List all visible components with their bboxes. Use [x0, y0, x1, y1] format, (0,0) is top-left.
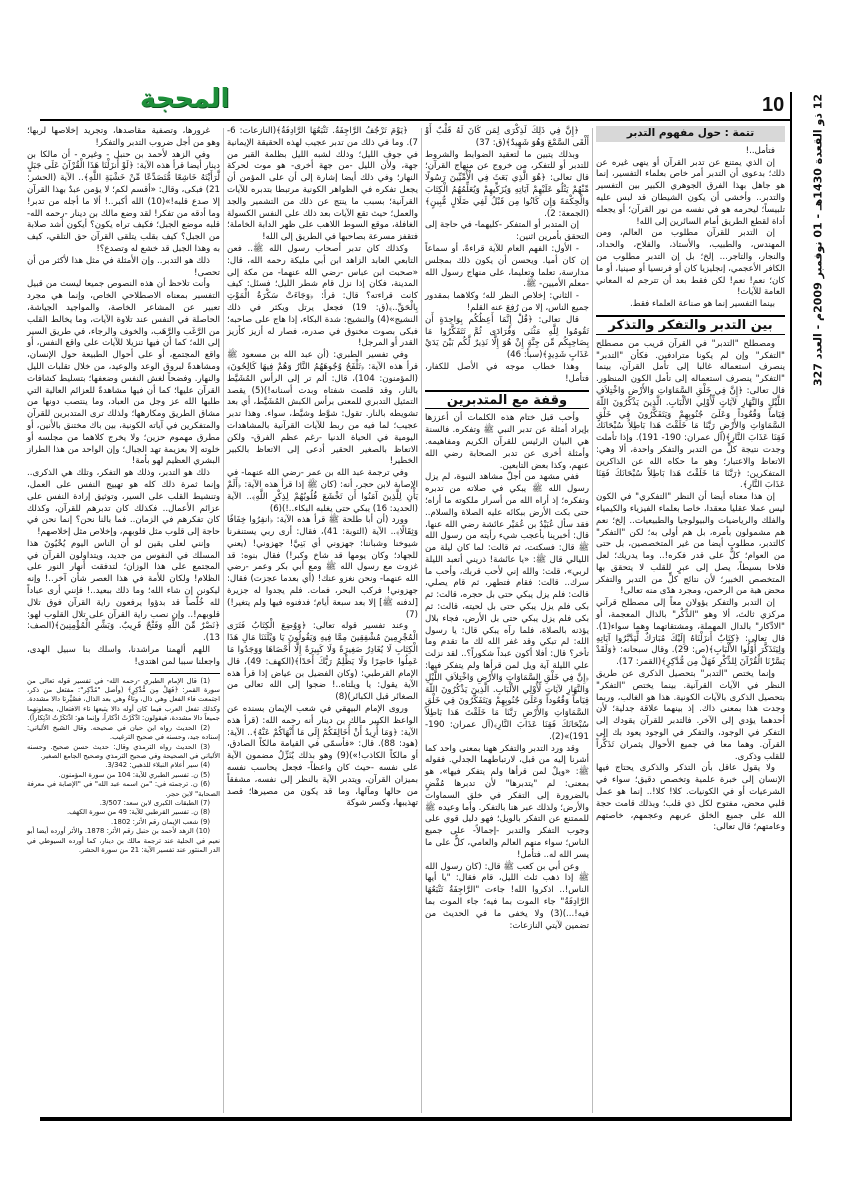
paragraph: - الثاني: إخلاص النظر لله؛ وكلاهما بمقدور جميع الناس، إلا من رُفِعَ عنه القلم! — [425, 291, 589, 313]
issue-date-text: 12 ذو القعدة 1430هـ - 01 نوفمبر 2009م - العدد 327 — [811, 93, 825, 387]
paragraph: وبذلك يتبين ما لتعقيد الضوابط والشروط للتدبر أو للتفكر، من خروج عن منهاج القرآن؛ قال تعالى: ﴿هُوَ الَّذِي بَعَثَ فِي الْأُمِّيِّينَ رَسُولًا مِّنْهُمْ يَتْلُو عَلَيْهِمْ آيَاتِهِ وَيُزَكِّيهِمْ وَيُعَلِّمُهُمُ الْكِتَابَ وَالْحِكْمَةَ وَإِن كَانُوا مِن قَبْلُ لَفِي ضَلَالٍ مُّبِينٍ﴾(الجمعة: 2). — [425, 149, 589, 219]
col2-paras-b — [425, 413, 589, 932]
footnote: (3) الحديث رواه الترمذي وقال: حديث حسن صحيح. وحسنه الألباني في الصحيحة وفي صحيح الترمذي وصحيح الجامع الصغير. — [27, 742, 220, 760]
column-divider — [592, 128, 593, 1113]
col2-paras-a — [425, 126, 589, 386]
column-divider — [421, 128, 422, 1113]
footnote: (5) ن. تفسير الطبري للآية: 104 من سورة المؤمنون. — [58, 770, 210, 779]
col1-paras-b — [596, 339, 785, 834]
paragraph: ﴿إِنَّ فِي ذَلِكَ لَذِكْرَى لِمَن كَانَ لَهُ قَلْبٌ أَوْ أَلْقَى السَّمْعَ وَهُوَ شَهِيدٌ﴾(ق: 37) — [425, 126, 589, 148]
column-3 — [227, 126, 418, 810]
paragraph: وفي تفسير الطبري: (أن عبد الله بن مسعود ﷺ قرأ هذه الآية: ﴿تَلْفَحُ وُجُوهَهُمُ النَّارُ وَهُمْ فِيهَا كَالِحُونَ﴾(المؤمنون: 104)، قال: ألم تر إلى الرأس المُشَيَّط بالنار، وقد قلصت شفتاه وبدت أسنانه!)(5) يقصد التمثيل التدبري للمعنى برأس الكبش المُشَيَّط، أي بعد تشويطه بالنار. تقول: شوَّط وشيَّط، سواء. وهذا تدبر عجيب؛ لما فيه من ربط للآيات القرآنية بالمشاهدات اليومية في الحياة الدنيا -رغم عظم الفرق- ولكن الاتعاظ بالصغير الحقير أدعى إلى الاتعاظ بالكبير الخطير! — [227, 350, 419, 467]
paragraph: وفي الزهد لأحمد بن حنبل - وغيره - أن مالكا بن دينار أيضا قرأ هذه الآية: ﴿لَوْ أَنزَلْنَا هَذَا الْقُرْآنَ عَلَى جَبَلٍ لَّرَأَيْتَهُ خَاشِعًا مُّتَصَدِّعًا مِّنْ خَشْيَةِ اللَّهِ﴾.. الآية (الحشر: 21) فبكى، وقال: «أقسم لكم؛ لا يؤمن عبدٌ بهذا القرآن إلا صدع قلبه!»(10) الله أكبر..! ألا ما أجله من تدبر! وما أدقه من تفكر! لقد وضع مالك بن دينار -رحمه الله- قلبه موضع الجبل؛ فكيف تراه يكون؟ أيكون أشد صلابة من الجبل؟ كيف بقلب يتلقى القرآن حق التلقي، كيف به وهذا الجبل قد خشع له وتصدع؟! — [27, 149, 220, 254]
paragraph: ذلك هو التدبر.. وإن الأمثلة في مثل هذا لأكثر من أن تحصى! — [27, 255, 220, 278]
section-heading-continuation: تتمة : حول مفهوم التدبر — [596, 126, 785, 142]
footnote: (9) شعب الإيمان رقم الأثر: 1802. — [111, 817, 210, 826]
footnote: (1) قال الإمام الطبري -رحمه الله- في تفسير قوله تعالى من سورة القمر: ﴿فَهَلْ مِن مُّدَّكِرٍ﴾ (وأصل "مُدَّكِر": مفتعل من ذكر، اجتمعت فاء الفعل وهي ذال، وتاءٌ وهي بعد الذال، فصُيِّرتا دالا مشددة. وكذلك تفعل العرب فيما كان أوله ذالا يتبعها تاء الافتعال، يجعلونهما جميعاً دالا مشددة، فيقولون: ادَّكَرْتُ ادِّكاراً، وإنما هو: اذْتَكَرْتُ اذْتِكاراً). — [27, 676, 220, 723]
paragraph: غرورها، وتصفية مقاصدها، وتجريد إخلاصها لربها؛ وهو من أجل ضروب التدبر والتفكر! — [27, 126, 220, 148]
paragraph: وقد ورد التدبر والتفكر ههنا بمعنى واحد كما أشرنا إليه من قبل، لارتباطهما الجدلي. فقوله ﷺ: «ويلٌ لمن قرأها ولم يتفكر فيها»، هو بمعنى: لم "يتدبرها" لأن تدبرها مُفْضٍ بالضرورة إلى التفكر في خلق السماوات والأرض؛ ولذلك عبر هنا بالتفكر. وأما وعيده ﷺ للممتنع عن التفكر بالويل؛ فهو دليل قوي على وجوب التفكر والتدبر -إجمالاً- على جميع الناس؛ سواء منهم العالم والعامي، كلٌّ على ما يسر الله له.. فتأمل! — [425, 743, 589, 860]
footnote: (8) ن. تفسير القرطبي للآية: 49 من سورة الكهف. — [66, 808, 210, 817]
paragraph: ولا يقول عاقل بأن التذكر والذكرى يحتاج فيها الإنسان إلى خبرة علمية وتخصص دقيق؛ سواء في الشرعيات أو في الكونيات. كلا! كلا!.. إنما هو عمل قلبي محض، مفتوح لكل ذي قلب؛ وبذلك قامت حجة الله على جميع الخلق عربهم وعجمهم، خاصتهم وعامتهم؛ قال تعالى: — [596, 763, 785, 833]
paragraph: وإنما يختص "التدبر" بتحصيل الذكرى عن طريق النظر في الآيات القرآنية. بينما يختص "التفكر" بتحصيل الذكرى بالآيات الكونية. هذا هو الغالب، وربما وجدت هذا بمعنى ذاك. إذ بينهما علاقة جدلية؛ لأن أحدهما يؤدي إلى الآخر. فالتدبر للقرآن يقودك إلى التفكر في الوجود، والتفكر في الوجود يعود بك إلى القرآن. وهما معا في جميع الأحوال يثمران تَذَكُّراً للقلب وذكرى. — [596, 669, 785, 762]
paragraph: وورد (أن أبا طلحة ﷺ قرأ هذه الآية: ﴿انفِرُوا خِفَافًا وَثِقَالًا﴾.. الآية (التوبة: 41)، فقال: أرى ربي يستنفرنا شيوخنا وشباننا: جهزوني أي بَنِيَّ! جهزوني! (يعني للجهاد؛ وكان يومها قد شاخ وكبر!) فقال بنوه: قد غزوت مع رسول الله ﷺ ومع أبي بكر وعمر -رضي الله عنهما- ونحن نغزو عنك! (أي بعدما عجزت) فقال: جهزوني! فركب البحر، فمات. فلم يجدوا له جزيرة [لدفنه ﷺ] إلا بعد سبعة أيام؛ فدفنوه فيها ولم يتغير!)(7) — [227, 515, 418, 620]
paragraph: فتأمل..! — [745, 145, 775, 156]
column-divider — [223, 128, 224, 1113]
paragraph: ففي مشهد من أجلّ مشاهد النبوة، لم يزل رسول الله ﷺ يبكي في صلاته من تدبره وتفكره؛ إذ أراه الله من أسرار ملكوته ما أراه؛ حتى بكت الأرض ببكائه عليه الصلاة والسلام.. فقد سأل عُبَيْدُ بن عُمَيْر عائشة رضي الله عنها، قال: أخبرينا بأعجب شيء رأيته من رسول الله ﷺ قال: فسكتت، ثم قالت: لما كان ليلة من الليالي قال ﷺ: «يا عائشة! ذريني أتعبد الليلة لربي»، قلت: والله إني لأحب قربك، وأحب ما سرك.. قالت: فقام فتطهر، ثم قام يصلي، قالت: فلم يزل يبكي حتى بل حجره، قالت: ثم بكى فلم يزل يبكي حتى بل لحيته، قالت: ثم بكى فلم يزل يبكي حتى بل الأرض، فجاء بلال يؤذنه بالصلاة، فلما رآه يبكي قال: يا رسول الله: لم تبكي وقد غفر الله لك ما تقدم وما تأخر؟ قال: أفلا أكون عبداً شكوراً؟.. لقد نزلت علي الليلة آية ويل لمن قرأها ولم يتفكر فيها: ﴿إِنَّ فِي خَلْقِ السَّمَاوَاتِ وَالأَرْضِ وَاخْتِلاَفِ اللَّيْلِ وَالنَّهَارِ لآيَاتٍ لِّأُوْلِي الألْبَابِ. الَّذِينَ يَذْكُرُونَ اللّهَ قِيَاماً وَقُعُوداً وَعَلَىَ جُنُوبِهِمْ وَيَتَفَكَّرُونَ فِي خَلْقِ السَّمَاوَاتِ وَالأَرْضِ رَبَّنَا مَا خَلَقْتَ هَذا بَاطِلاً سُبْحَانَكَ فَقِنَا عَذَابَ النَّارِ﴾(آل عمران: 190- 191)»(2). — [425, 472, 589, 742]
header-rule — [40, 119, 792, 121]
footer-rule — [40, 1117, 792, 1121]
paragraph: وهذا خطاب موجه في الأصل للكفار، فتأمل! — [425, 361, 589, 384]
paragraph: وإنني لعلى يقين لو أن الناس اليوم يُحْيُونَ هذا المسلك في النفوس من جديد، ويتداولون القرآن في المجتمع على هذا الوزان؛ لتدفقت أنهار النور على الظلام! ولكان للأمة في هذا العصر شأن آخر..! وإنه ليكونن إن شاء الله؛ وما ذلك ببعيد..! فإنني أرى عباداً لله خُلّصاً قد بدؤوا يرفعون راية القرآن فوق تلال قلوبهم!.. وإن نصب راية القرآن على تلال القلوب لهو: ﴿نَصْرٌ مِّنَ اللَّهِ وَفَتْحٌ قَرِيبٌ. وَبَشِّرِ الْمُؤْمِنِينَ﴾(الصف: 13). — [27, 538, 220, 644]
col4-paras — [27, 126, 220, 669]
footnote: (6) ن. ترجمته في: "من اسمه عبد الله" في "الإصابة في معرفة الصحابة" لابن حجر. — [27, 780, 220, 798]
paragraph: وعند تفسير قوله تعالى: ﴿وَوُضِعَ الْكِتَابُ فَتَرَى الْمُجْرِمِينَ مُشْفِقِينَ مِمَّا فِيهِ وَيَقُولُونَ يَا وَيْلَتَنَا مَالِ هَذَا الْكِتَابِ لَا يُغَادِرُ صَغِيرَةً وَلَا كَبِيرَةً إِلَّا أَحْصَاهَا وَوَجَدُوا مَا عَمِلُوا حَاضِرًا وَلَا يَظْلِمُ رَبُّكَ أَحَدًا﴾(الكهف: 49)، قال الإمام القرطبي: (وكان الفضيل بن عياض إذا قرأ هذه الآية يقول: يا ويلتاه..! ضجوا إلى الله تعالى من الصغائر قبل الكبائر)(8) — [227, 621, 418, 703]
paragraph: إن هذا معناه أيضا أن النظر "التفكري" في الكون ليس عملا عقليا معقدا، خاصا بعلماء الفيزياء والكيمياء والفلك والرياضيات والبيولوجيا والطبيعيات.. إلخ؛ نعم هم مشمولون بأمره، بل هم أولى به؛ لكن "التفكر" كالتدبر، مطلوب أيضا من غير المتخصصين، بل حتى من العوام؛ كلٌّ على قدر فكره!.. وما يدريك؛ لعل فلاحا بسيطاً، يصل إلى عبرٍ للقلب لا يتحقق بها المتخصص الخبير؛ لأن نتائج كلٍّ من التدبر والتفكر محض هبة من الرحمن، ومجرد هدًى منه تعالى! — [596, 492, 785, 597]
paragraph: وأنت تلاحظ أن هذه النصوص جميعا ليست من قبيل التفسير بمعناه الاصطلاحي الخاص، وإنما هي مجرد تعبير عن المشاعر الخاصة، والمواجيد الجياشة، الحاصلة في النفس عند تلاوة الآيات، وما يخالط القلب من الرَّغَب والرَّهَب، والخوف والرجاء، في طريق السير إلى الله؛ كما أن فيها تنزيلا للآيات على واقع النفس، أو واقع المجتمع، أو على أحوال الطبيعة حول الإنسان، ومشاهدةً لبروق الوعد والوعيد، من خلال تقلبات الليل والنهار. وفضحاً لغش النفس وضعفها؛ بتسليط كشافات القرآن عليها؛ كما أن فيها مشاهدةً للعزائم العالية التي طلبها الله عز وجل من العباد، وما ينتصب دونها من مشاق الطريق ومكارهها؛ ولذلك ترى المتدبرين للقرآن والمتفكرين في آياته الكونية، بين باك مختنق بالأنين، أو مطرق مهموم حزين؛ ولا يخرج كلاهما من مجلسه أو خلوته إلا بعزيمة تهد الجبال؛ وإن الواحد من هذا الطراز البشري العظيم لهو بأمة! — [27, 279, 220, 467]
issue-info — [806, 93, 830, 387]
paragraph: ومصطلح "التدبر" في القرآن قريب من مصطلح "التفكر" وإن لم يكونا مترادفين. فكأن "التدبر" ينصرف استعماله غالبا إلى تأمل القرآن، بينما "التفكر" ينصرف استعماله إلى تأمل الكون المنظور. قال تعالى: ﴿إِنَّ فِي خَلْقِ السَّمَاوَاتِ وَالأَرْضِ وَاخْتِلاَفِ اللَّيْلِ وَالنَّهَارِ لآيَاتٍ لِّأُوْلِي الألْبَابِ. الَّذِينَ يَذْكُرُونَ اللّهَ قِيَاماً وَقُعُوداً وَعَلَىَ جُنُوبِهِمْ وَيَتَفَكَّرُونَ فِي خَلْقِ السَّمَاوَاتِ وَالأَرْضِ رَبَّنَا مَا خَلَقْتَ هَذا بَاطِلاً سُبْحَانَكَ فَقِنَا عَذَابَ النَّارِ﴾(آل عمران: 190- 191). وإذا تأملت وجدت نتيجة كلٍّ من التدبر والتفكر واحدة، ألا وهي: الاتعاظ والاعتبار؛ وهو ما حكاه الله عن الذاكرين المتفكرين: ﴿رَبَّنَا مَا خَلَقْتَ هَذا بَاطِلاً سُبْحَانَكَ فَقِنَا عَذَابَ النَّارِ﴾. — [596, 338, 786, 491]
paragraph: إن الذي يمتنع عن تدبر القرآن أو ينهى غيره عن ذلك؛ بدعوى أن التدبر أمر خاص بعلماء التفسير، إنما هو جاهل بهذا الفرق الجوهري الكبير بين التفسير والتدبر.. وأخشى أن يكون الشيطان قد لبس عليه تلبيساً؛ ليحرمه هو في نفسه من نور القرآن؛ أو يجعله أداة لقطع الطريق أمام السائرين إلى الله! — [596, 157, 785, 227]
col1-paras-a — [596, 146, 785, 311]
footnote: (7) الطبقات الكبرى لابن سعد: 3/507. — [99, 798, 210, 807]
footnote: (10) الزهد لأحمد بن حنبل رقم الأثر: 1878. والأثر أورده أيضا أبو نعيم في الحلية عند ترجمة مالك بن دينار، كما أورده السيوطي في الدر المنثور عند تفسير الآية: 21 من سورة الحشر. — [27, 827, 220, 854]
section-heading-tadabbur-tafakkur: بين التدبر والتفكر والتذكر — [596, 315, 785, 335]
footnote: (4) سير أعلام النبلاء للذهبي: 3/342. — [105, 761, 210, 770]
paragraph: وعن أبي بن كعب ﷺ قال: (كان رسول الله ﷺ إذا ذهب ثلث الليل، قام فقال: "يا أيها الناس!.. اذكروا الله! جاءت "الرَّاجِفَةُ تَتْبَعُهَا الرَّادِفَةُ" جاء الموت بما فيه؛ جاء الموت بما فيه!...)(3) ولا يخفى ما في الحديث من تضمين لآيتي النازعات: — [425, 861, 589, 931]
magazine-logo: المحجة — [140, 84, 230, 114]
column-1 — [596, 126, 785, 834]
side-rule — [790, 92, 792, 1120]
page-number: 10 — [762, 94, 785, 116]
paragraph: وروى الإمام البيهقي في شعب الإيمان بسنده عن الواعظ الكبير مالك بن دينار أنه رحمه الله: (قرأ هذه الآية: ﴿وَمَا أُرِيدُ أَنْ أُخَالِفَكُمْ إِلَى مَا أَنْهَاكُمْ عَنْهُ﴾.. الآية: (هود: 88). قال: «فأسمّى في القيامة مالكاً الصادق، أو مالكاً الكاذب!»)(9) وهو بذلك يُنَزِّلُ مضمون الآية على نفسه -حيث كان واعظاً- فجعل يحاسب نفسه بميزان القرآن، ويتدبر الآية بالنظر إلى نفسه، مشفقاً من حالها ومآلها، وما قد يكون من مصيرها؛ قصد تهذيبها، وكسر شوكة — [227, 704, 418, 809]
paragraph: ﴿يَوْمَ تَرْجُفُ الرَّاجِفَةُ. تَتْبَعُهَا الرَّادِفَةُ﴾(النازعات: 6- 7). وما في ذلك من تدبر عجيب لهذه الحقيقة الإيمانية في جوف الليل؛ وذلك لشبه الليل بظلمة القبر من جهة، ولأن الليل -من جهة أخرى- هو موت لحركة النهار؛ وفي ذلك أيضا إشارة إلى أن على المؤمن أن يجعل تفكره في الظواهر الكونية مرتبطا بتدبره للآيات القرآنية؛ بسبب ما ينتج عن ذلك من التشمير والجد والعمل؛ حيث تقع الآيات بعد ذلك على النفس الكسولة الغافلة، موقع السوط اللاهب على ظهر الدابة الخاملة؛ فتقفز مسرعة بصاحبها في الطريق إلى الله! — [227, 126, 418, 243]
paragraph: - الأول: الفهم العام للآية قراءةً، أو سماعاً إن كان أميا. ويحسن أن يكون ذلك بمجلس مدارسة، تعلما وتعليما، على منهاج رسول الله -معلم الأميين- ﷺ. — [425, 243, 589, 290]
section-heading-mutadabbirin: وقفة مع المتدبرين — [425, 390, 589, 410]
footnote: (2) الحديث رواه ابن حبان في صحيحه. وقال الشيخ الألباني: إسناده جيد، وحسنه في صحيح الترغيب. — [27, 723, 220, 742]
paragraph: ذلك هو التدبر، وذلك هو التفكر، وتلك هي الذكرى.. وإنما ثمرة ذلك كله هو تهييج النفس على العمل، وتنشيط القلب على السير، وتوثيق إرادة النفس على عزائم الأعمال.. فكذلك كان تدبرهم للقرآن، وكذلك كان تفكرهم في الزمان.. فما بالنا نحن؟ إنما نحن في حاجة إلى قلوب مثل قلوبهم، وإخلاص مثل إخلاصهم! — [27, 468, 220, 538]
paragraph: بينما التفسير إنما هو صناعة العلماء فقط. — [629, 299, 775, 310]
paragraph: إن المتدبر أو المتفكر -كليهما- في حاجة إلى التحقق بأمرين اثنين: — [425, 220, 589, 243]
paragraph: قال تعالى: ﴿قُلْ إِنَّمَا أَعِظُكُم بِوَاحِدَةٍ أَن تَقُومُوا لِلَّهِ مَثْنَى وَفُرَادَى ثُمَّ تَتَفَكَّرُوا مَا بِصَاحِبِكُم مِّن جِنَّةٍ إِنْ هُوَ إِلَّا نَذِيرٌ لَّكُم بَيْنَ يَدَيْ عَذَابٍ شَدِيدٍ﴾(سبأ: 46) — [425, 314, 589, 361]
col3-paras — [227, 126, 418, 810]
column-2 — [425, 126, 589, 932]
paragraph: وكذلك كان تدبر أصحاب رسول الله ﷺ.. فعن التابعي العابد الزاهد ابن أبي مليكة رحمه الله، قال: «صحبت ابن عباس -رضي الله عنهما- من مكة إلى المدينة، فكان إذا نزل قام شطر الليل؛ فسئل: كيف كانت قراءته؟ قال: قرأ: ﴿وَجَاءَتْ سَكْرَةُ الْمَوْتِ بِالْحَقِّ..﴾(ق: 19) فجعل يرتل ويكثر في ذلك النشيج»(4) والنشيج: شدة البكاء، إذا هاج على صاحبه؛ فبكى بصوت مخنوق في صدره، فصار له أزيز كأزيز القدر أو المرجل! — [227, 243, 418, 349]
paragraph: وفي ترجمة عبد الله بن عمر -رضي الله عنهما- في الإصابة لابن حجر، أنه: (كان ﷺ إذا قرأ هذه الآية: ﴿أَلَمْ يَأْنِ لِلَّذِينَ آمَنُوا أَن تَخْشَعَ قُلُوبُهُمْ لِذِكْرِ اللَّهِ﴾.. الآية (الحديد: 16) يبكي حتى يغلبه البكاء..!)(6) — [227, 468, 418, 514]
footnotes — [27, 677, 220, 856]
paragraph: اللهم ألهمنا مراشدنا، واسلك بنا سبيل الهدى، واجعلنا سببا لمن اهتدى! — [27, 645, 220, 667]
column-4 — [27, 126, 220, 855]
footnotes-rule — [150, 673, 220, 674]
paragraph: وأحب قبل ختام هذه الكلمات أن أعززها بإيراد أمثلة عن تدبر النبي ﷺ وتفكره. فالسنة هي البيان الرئيس للقرآن الكريم ومفاهيمه. وأمثلة أخرى عن تدبر الصحابة رضي الله عنهم، وكذا بعض التابعين. — [425, 413, 589, 471]
paragraph: إن التدبر للقرآن مطلوب من العالم، ومن المهندس، والطبيب، والأستاذ، والفلاح، والحداد، والنجار، والتاجر... إلخ؛ بل إن التدبر مطلوب من الكافر الأعجمي، إنجليزيا كان أو فرنسيا أو صينيا، أو ما كان؛ نعم! نعم! لكن فقط بعد أن تترجم له المعاني العامة للآيات! — [596, 228, 785, 298]
paragraph: إن التدبر والتفكر يؤولان معاً إلى مصطلح قرآني مركزي ثالث، ألا وهو "الذِّكْر" بالذال المعجمة، أو "الادِّكار" بالدال المهملة، ومشتقاتهما وهما سواء(1). قال تعالى: ﴿كِتَابٌ أَنزَلْنَاهُ إِلَيْكَ مُبَارَكٌ لِّيَدَّبَّرُوا آيَاتِهِ وَلِيَتَذَكَّرَ أُوْلُوا الأَلْبَابِ﴾(ص: 29). وقال سبحانه: ﴿وَلَقَدْ يَسَّرْنَا الْقُرْآنَ لِلذِّكْرِ فَهَلْ مِن مُّدَّكِرٍ﴾(القمر: 17). — [596, 598, 785, 668]
